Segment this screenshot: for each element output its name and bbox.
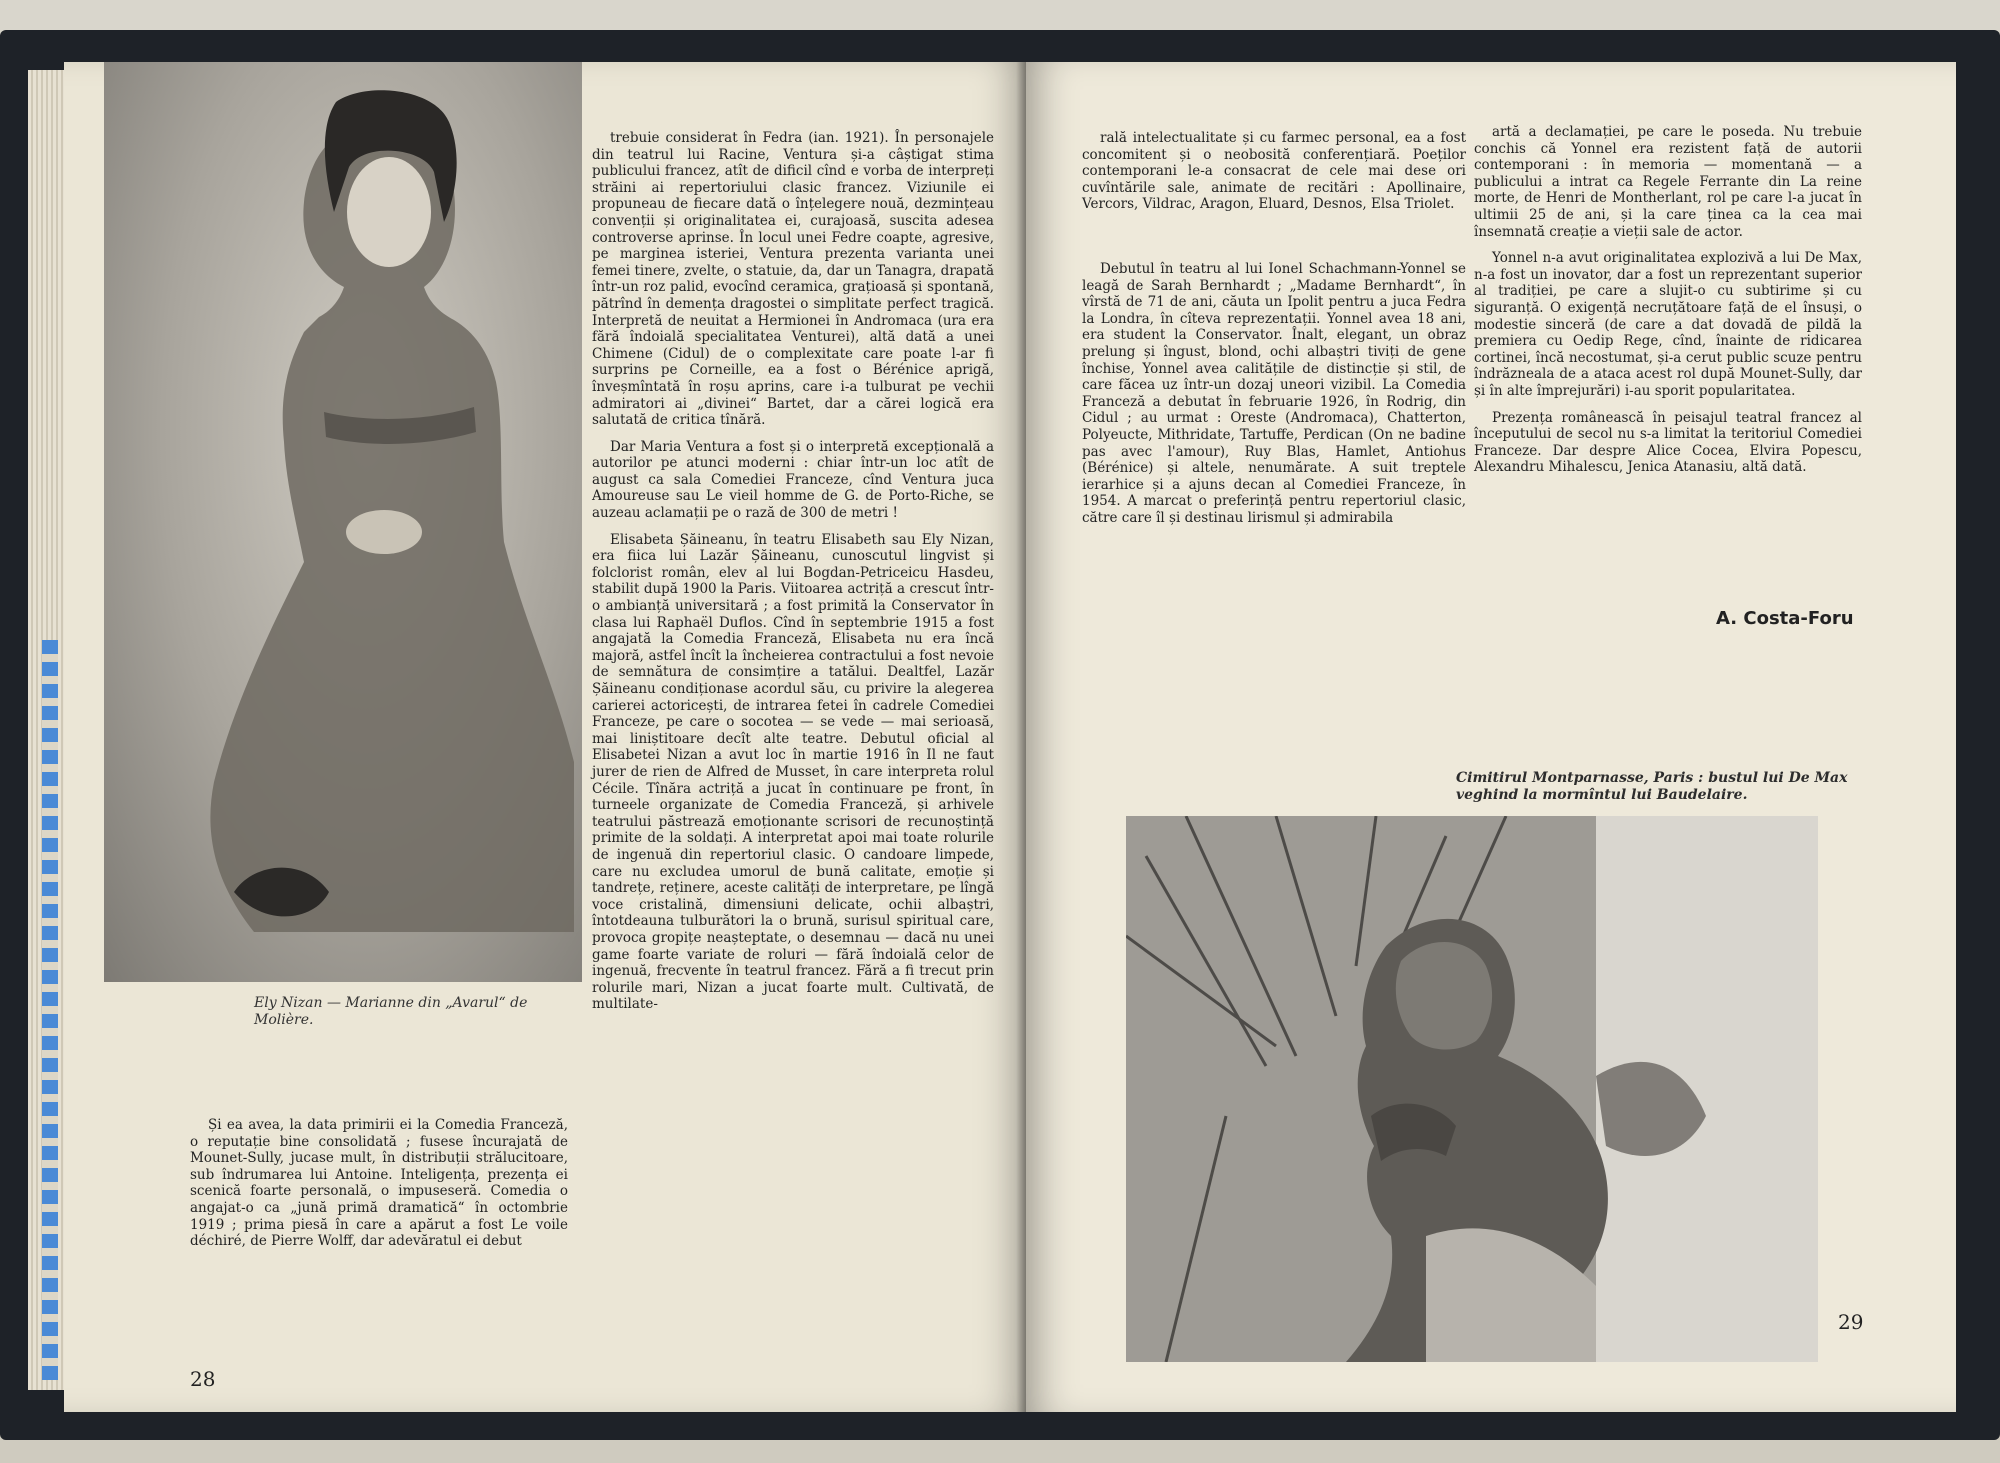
- bust-sculpture-illustration: [1126, 816, 1818, 1362]
- paragraph: Yonnel n-a avut originalitatea explozivă a lui De Max, n-a fost un inovator, dar a fost un reprezentant superior al tradiției, pe care a slujit-o cu subtirime și cu siguranță. O exigență necruțătoare față de el însuși, o modestie sinceră (de care a dat dovadă de pildă la premiera cu Oedip Rege, cînd, înainte de ridicarea cortinei, încă necostumat, și-a cerut public scuze pentru îndrăzneala de a ataca acest rol după Mounet-Sully, dar și în alte împrejurări) i-au sporit popularitatea.: [1474, 250, 1862, 399]
- paragraph: rală intelectualitate și cu farmec personal, ea a fost concomitent și o neobosită conferențiară. Poeților contemporani le-a consacrat de cele mai dese ori cuvîntările sale, animate de recitări : Apollinaire, Vercors, Vildrac, Aragon, Eluard, Desnos, Elsa Triolet.: [1082, 130, 1466, 213]
- right-page: [1026, 62, 1956, 1412]
- paragraph: Prezența românească în peisajul teatral francez al începutului de secol nu s-a limitat la teritoriul Comediei Franceze. Dar despre Alice Cocea, Elvira Popescu, Alexandru Mihalescu, Jenica Atanasiu, altă dată.: [1474, 409, 1862, 476]
- column-b: [1474, 124, 1862, 684]
- left-page: [64, 62, 1026, 1412]
- paragraph: Dar Maria Ventura a fost și o interpretă excepțională a autorilor pe atunci moderni : chiar într-un loc atît de august ca sala Comediei Franceze, cînd Ventura juca Amoureuse sau Le vieil homme de G. de Porto-Riche, se auzeau aclamații pe o rază de 300 de metri !: [592, 438, 994, 522]
- page-number: 29: [1838, 1310, 1864, 1334]
- paragraph: Și ea avea, la data primirii ei la Comedia Franceză, o reputație bine consolidată ; fusese încurajată de Mounet-Sully, jucase mult, în distribuții strălucitoare, sub îndrumarea lui Antoine. Inteligența, prezența ei scenică foarte personală, o impuseseră. Comedia o angajat-o ca „jună primă dramatică“ în octombrie 1919 ; prima piesă în care a apărut a fost Le voile déchiré, de Pierre Wolff, dar adevăratul ei debut: [190, 1117, 568, 1250]
- author-signature: A. Costa-Foru: [1716, 608, 1854, 629]
- page-number: 28: [190, 1367, 216, 1391]
- paragraph: artă a declamației, pe care le poseda. Nu trebuie conchis că Yonnel era rezistent față de autorii contemporani : în memoria — momentană — a publicului a intrat ca Regele Ferrante din La reine morte, de Henri de Montherlant, rol pe care l-a jucat în ultimii 25 de ani, și la care ținea ca la cea mai însemnată creație a vieții sale de actor.: [1474, 124, 1862, 240]
- actress-figure-illustration: [104, 62, 582, 982]
- column-a: [1082, 130, 1466, 730]
- paragraph: trebuie considerat în Fedra (ian. 1921). În personajele din teatrul lui Racine, Ventura și-a câștigat stima publicului francez, atît de dificil cînd e vorba de interpreți străini ai repertoriului clasic francez. Viziunile ei propuneau de fiecare dată o înțelegere nouă, dezmințeau convenții și originalitatea ei, curajoasă, suscita adesea controverse aprinse. În locul unei Fedre coapte, agresive, pe marginea isteriei, Ventura prezenta varianta unei femei tinere, zvelte, o statuie, da, dar un Tanagra, drapată într-un roz palid, evocînd ceramica, grațioasă și spontană, pătrînd în demența dragostei o simplitate perfect tragică. Interpretă de neuitat a Hermionei în Andromaca (ura era fără îndoială specialitatea Venturei), altă dată a unei Chimene (Cidul) de o complexitate care poate l-ar fi surprins pe Corneille, ea a fost o Bérénice aprigă, înveșmîntată în roșu aprins, care i-a tulburat pe vechii admiratori ai „divinei“ Bartet, dar a cărei logică era salutată de critica tînără.: [592, 130, 994, 429]
- photo-caption: Cimitirul Montparnasse, Paris : bustul lui De Max veghind la mormîntul lui Baudelaire.: [1456, 770, 1848, 803]
- photo-caption: Ely Nizan — Marianne din „Avarul“ de Molière.: [254, 995, 528, 1028]
- photo-de-max-bust: [1126, 816, 1818, 1362]
- photo-ely-nizan: [104, 62, 582, 982]
- column-b: [592, 130, 994, 1350]
- paragraph: Debutul în teatru al lui Ionel Schachmann-Yonnel se leagă de Sarah Bernhardt ; „Madame Bernhardt“, în vîrstă de 71 de ani, căuta un Ipolit pentru a juca Fedra la Londra, în cîteva reprezentații. Yonnel avea 18 ani, era student la Conservator. Înalt, elegant, un obraz prelung și îngust, blond, ochi albaștri tiviți de gene închise, Yonnel avea calitățile de distincție și stil, de care făcea uz într-un dozaj uneori vizibil. La Comedia Franceză a debutat în februarie 1926, în Rodrig, din Cidul ; au urmat : Oreste (Andromaca), Chatterton, Polyeucte, Mithridate, Tartuffe, Perdican (On ne badine pas avec l'amour), Ruy Blas, Hamlet, Antiohus (Bérénice) și altele, nenumărate. A suit treptele ierarhice și a ajuns decan al Comediei Franceze, în 1954. A marcat o preferință pentru repertoriul clasic, către care îl și destinau lirismul și admirabila: [1082, 260, 1466, 526]
- paragraph: Elisabeta Șăineanu, în teatru Elisabeth sau Ely Nizan, era fiica lui Lazăr Șăineanu, cunoscutul lingvist și folclorist român, elev al lui Bogdan-Petriceicu Hasdeu, stabilit după 1900 la Paris. Viitoarea actriță a crescut într-o ambianță universitară ; a fost primită la Conservator în clasa lui Raphaël Duflos. Cînd în septembrie 1915 a fost angajată la Comedia Franceză, Elisabeta nu era încă majoră, astfel încît la încheierea contractului a fost nevoie de semnătura de consimțire a tatălui. Dealtfel, Lazăr Șăineanu condiționase acordul său, cu privire la alegerea carierei actoricești, de intrarea fetei în cadrele Comediei Franceze, pe care o socotea — se vede — mai serioasă, mai liniștitoare decît alte teatre. Debutul oficial al Elisabetei Nizan a avut loc în martie 1916 în Il ne faut jurer de rien de Alfred de Musset, în care interpreta rolul Cécile. Tînăra actriță a jucat în continuare pe front, în turneele organizate de Comedia Franceză, și arhivele teatrului păstrează emoționante scrisori de recunoștință primite de la soldați. A interpretat apoi mai toate rolurile de ingenuă din repertoriul clasic. O candoare limpede, care nu excludea umorul de bună calitate, emoție și tandrețe, reținere, aceste calități de interpretare, pe lîngă voce cristalină, dimensiuni delicate, ochii albaștri, întotdeauna tulburători la o brună, surisul spiritual care, provoca gropițe neașteptate, o desemnau — dacă nu unei game foarte variate de roluri — fără îndoială celor de ingenuă, frecvente în teatrul francez. Fără a fi trecut prin rolurile mari, Nizan a jucat foarte mult. Cultivată, de multilate-: [592, 531, 994, 1013]
- index-tabs: [42, 640, 58, 1380]
- column-a: [190, 1117, 568, 1260]
